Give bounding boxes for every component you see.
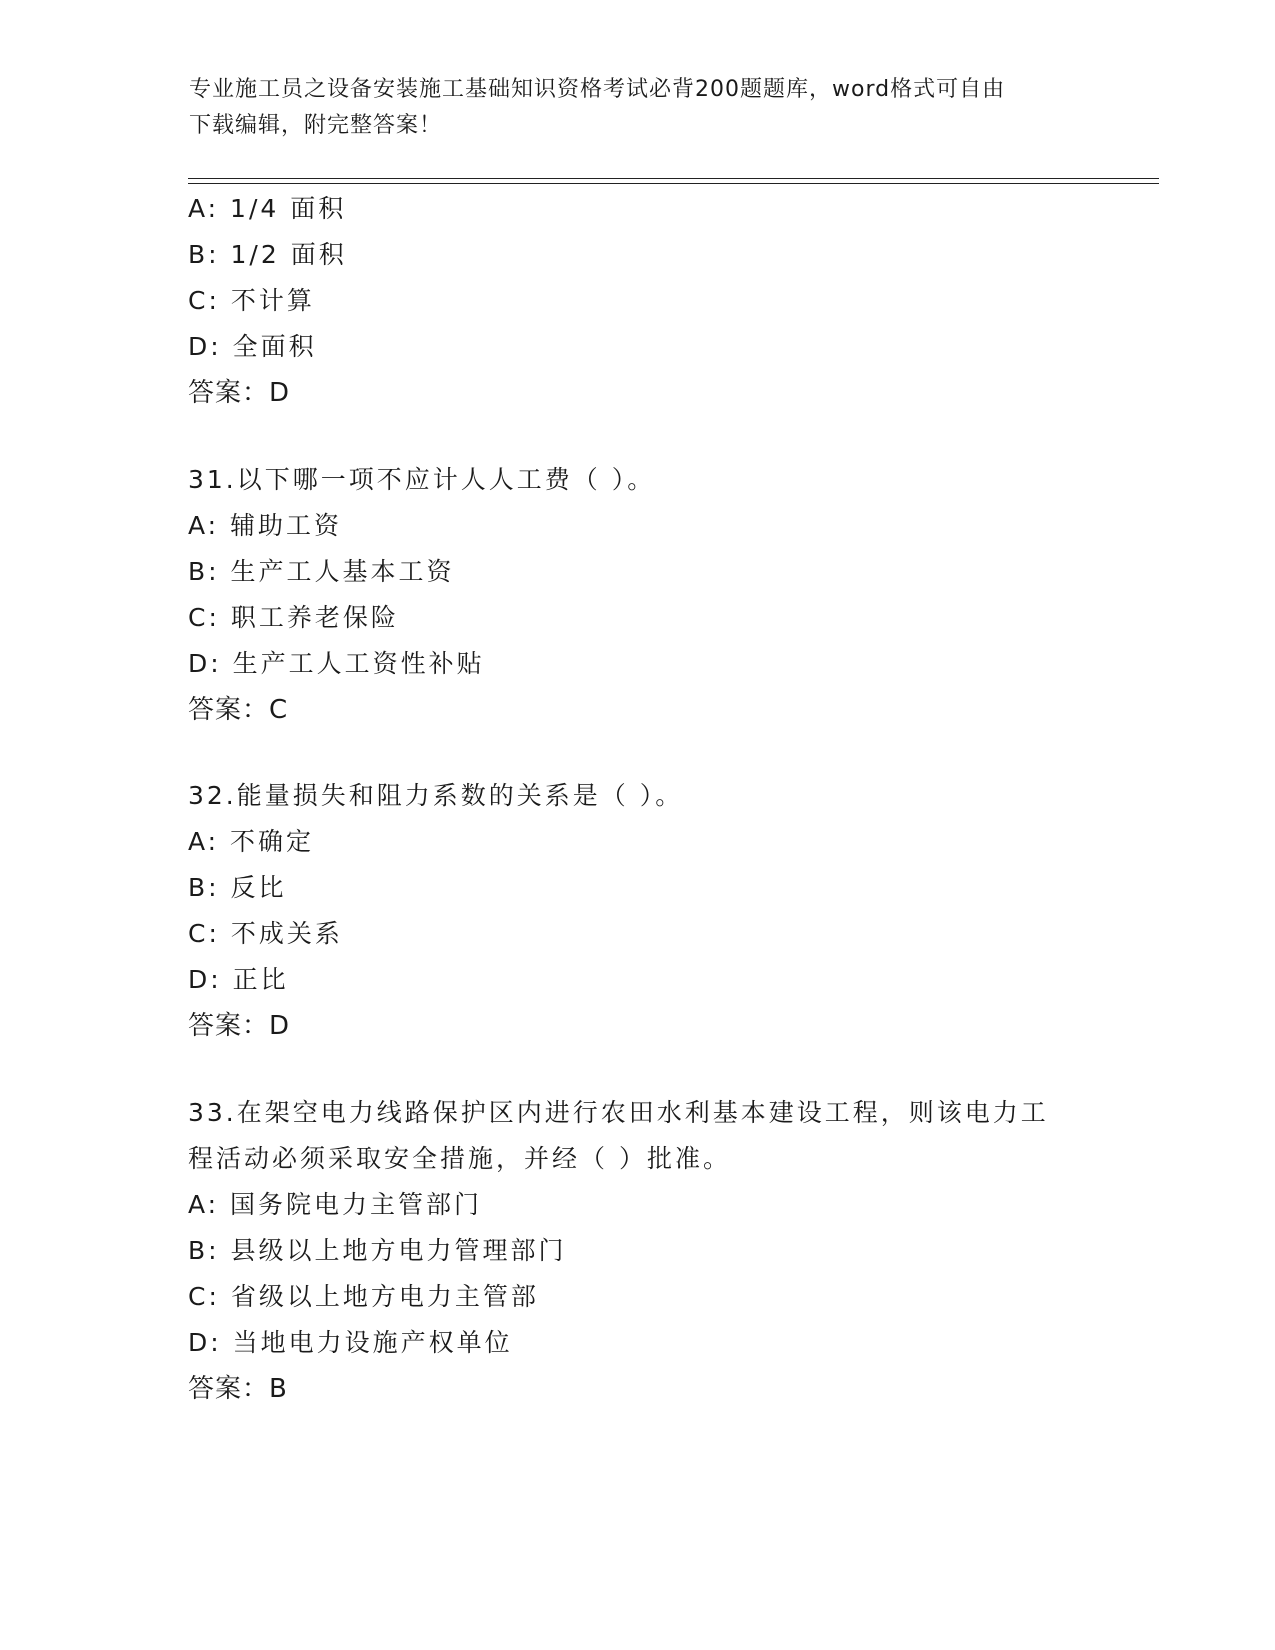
option-b: B: 生产工人基本工资 [188, 557, 455, 586]
question-31-block [188, 457, 1088, 733]
option-b: B: 反比 [188, 873, 287, 902]
option-a: A: 国务院电力主管部门 [188, 1190, 483, 1219]
header-line-2: 下载编辑，附完整答案！ [189, 113, 443, 138]
question-33-block [188, 1090, 1088, 1412]
question-30-block [188, 186, 1088, 416]
option-c: C: 省级以上地方电力主管部 [188, 1282, 539, 1311]
option-b: B: 1/2 面积 [188, 240, 347, 269]
option-a: A: 1/4 面积 [188, 194, 347, 223]
option-c: C: 不成关系 [188, 919, 343, 948]
option-d: D: 全面积 [188, 332, 317, 361]
answer-line: 答案：D [188, 1011, 291, 1041]
question-stem: 32.能量损失和阻力系数的关系是（ ）。 [188, 781, 684, 810]
option-c: C: 职工养老保险 [188, 603, 399, 632]
header-divider-bottom [188, 183, 1159, 184]
option-a: A: 辅助工资 [188, 511, 343, 540]
option-b: B: 县级以上地方电力管理部门 [188, 1236, 567, 1265]
option-d: D: 正比 [188, 965, 289, 994]
question-stem-line-1: 33.在架空电力线路保护区内进行农田水利基本建设工程，则该电力工 [188, 1098, 1049, 1127]
question-32-block [188, 773, 1088, 1049]
question-stem: 31.以下哪一项不应计人人工费（ ）。 [188, 465, 656, 494]
answer-line: 答案：C [188, 695, 289, 725]
answer-line: 答案：D [188, 378, 291, 408]
option-d: D: 当地电力设施产权单位 [188, 1328, 513, 1357]
question-stem-line-2: 程活动必须采取安全措施，并经（ ）批准。 [188, 1144, 731, 1173]
header-line-1: 专业施工员之设备安装施工基础知识资格考试必背200题题库，word格式可自由 [189, 77, 1006, 102]
option-d: D: 生产工人工资性补贴 [188, 649, 485, 678]
answer-line: 答案：B [188, 1374, 288, 1404]
option-a: A: 不确定 [188, 827, 315, 856]
option-c: C: 不计算 [188, 286, 315, 315]
document-header [189, 72, 1069, 144]
header-divider-top [188, 178, 1159, 179]
